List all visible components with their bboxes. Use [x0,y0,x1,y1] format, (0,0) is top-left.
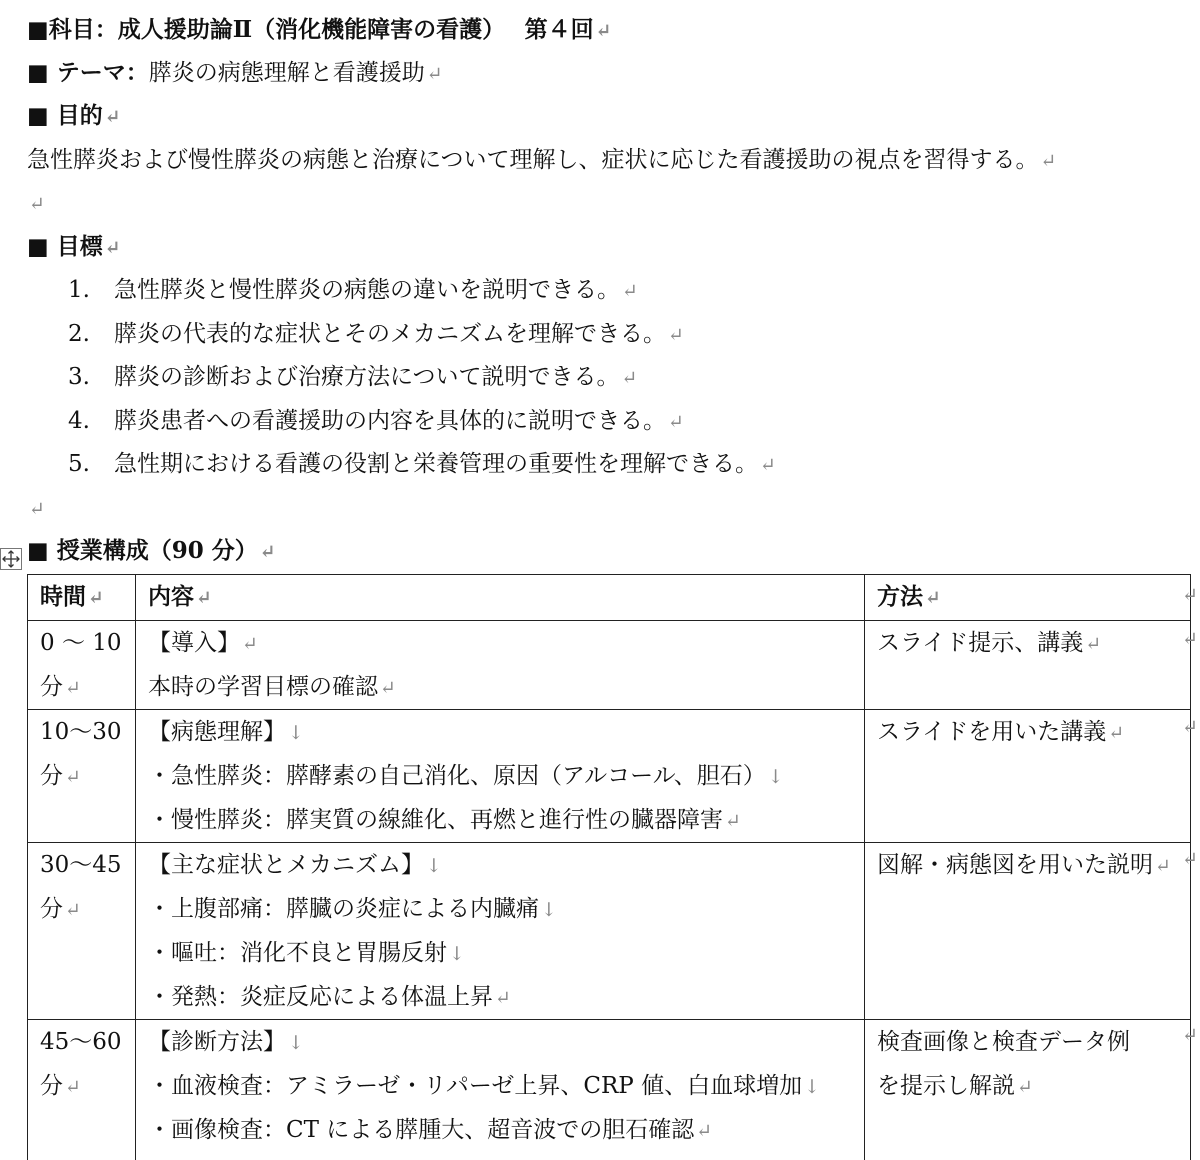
goal-number: 5. [68,451,90,477]
method-line [877,1020,1190,1064]
content-line [148,754,864,798]
goal-text: 急性期における看護の役割と栄養管理の重要性を理解できる。 [114,451,758,477]
method-text: を提示し解説 [877,1073,1015,1099]
goal-text: 膵炎の診断および治療方法について説明できる。 [114,364,620,390]
paragraph-mark-icon: ↵ [668,324,684,346]
row-end-mark-icon: ↵ [1182,716,1198,738]
goal-number: 1. [68,277,90,303]
theme-value: 膵炎の病態理解と看護援助 [148,60,425,86]
goal-item-5 [68,442,776,486]
goal-text: 急性膵炎と慢性膵炎の病態の違いを説明できる。 [114,277,620,303]
schedule-heading-text: ■ 授業構成（90 分） [27,537,258,564]
content-line [148,1020,864,1064]
time-range: 45～60 [40,1029,122,1055]
time-unit-text: 分 [40,896,63,922]
line-break-icon: ↓ [541,899,557,921]
header-cell-time [28,575,136,621]
paragraph-mark-icon: ↵ [242,633,258,655]
line-break-icon: ↓ [449,943,465,965]
goal-number: 4. [68,408,90,434]
method-cell [865,621,1191,710]
cell-mark-icon: ↵ [725,810,741,832]
method-text: 検査画像と検査データ例 [877,1029,1130,1055]
empty-paragraph [27,486,45,530]
cell-mark-icon: ↵ [925,587,941,609]
schedule-heading [27,529,276,573]
goal-item-1 [68,268,638,312]
line-break-icon: ↓ [804,1076,821,1098]
method-cell [865,843,1191,1020]
content-text: 本時の学習目標の確認 [148,674,378,700]
method-text: スライド提示、講義 [877,630,1084,656]
goal-item-4 [68,399,684,443]
time-unit [40,1064,135,1108]
cell-mark-icon: ↵ [65,677,81,699]
content-heading: 【診断方法】 [148,1029,286,1055]
content-line [148,710,864,754]
content-heading: 【病態理解】 [148,719,286,745]
time-range: 30～45 [40,852,122,878]
method-line [877,710,1190,754]
content-cell [136,621,865,710]
paragraph-mark-icon: ↵ [1040,150,1057,172]
goal-item-2 [68,312,684,356]
content-line [148,798,864,842]
table-row [28,843,1191,1020]
time-range: 0 ～ 10 [40,630,122,656]
table-row [28,621,1191,710]
paragraph-mark-icon: ↵ [621,367,638,389]
content-cell [136,1020,865,1160]
content-text: ・上腹部痛：膵臓の炎症による内臓痛 [148,896,539,922]
header-time-label: 時間 [40,583,86,610]
paragraph-mark-icon: ↵ [29,193,45,215]
purpose-text [27,138,1056,182]
method-cell [865,710,1191,843]
time-range: 10～30 [40,719,122,745]
time-unit [40,754,135,798]
goal-number: 2. [68,321,90,347]
header-cell-method [865,575,1191,621]
table-row [28,1020,1191,1160]
line-break-icon: ↓ [288,1032,304,1054]
paragraph-mark-icon: ↵ [595,20,612,42]
content-cell [136,843,865,1020]
theme-line [27,51,443,95]
row-end-mark-icon: ↵ [1182,628,1198,650]
cell-mark-icon: ↵ [65,766,81,788]
paragraph-mark-icon: ↵ [668,411,684,433]
content-line [148,931,864,975]
cell-mark-icon: ↵ [380,677,396,699]
cell-mark-icon: ↵ [696,1120,713,1142]
paragraph-mark-icon: ↵ [104,106,121,128]
method-text: 図解・病態図を用いた説明 [877,852,1153,878]
time-cell [28,710,136,843]
goal-text: 膵炎患者への看護援助の内容を具体的に説明できる。 [114,408,666,434]
purpose-heading [27,94,121,138]
line-break-icon: ↓ [288,722,304,744]
subject-title-text: ■科目：成人援助論Ⅱ（消化機能障害の看護） 第４回 [27,16,594,43]
table-header-row [28,575,1191,621]
table-row [28,710,1191,843]
cell-mark-icon: ↵ [65,899,81,921]
content-heading: 【導入】 [148,630,240,656]
content-text: ・嘔吐：消化不良と胃腸反射 [148,940,447,966]
line-break-icon: ↓ [426,855,442,877]
empty-paragraph [27,181,45,225]
header-method-label: 方法 [877,583,923,610]
time-unit-text: 分 [40,1073,63,1099]
goals-heading-text: ■ 目標 [27,233,103,260]
cell-mark-icon: ↵ [1108,722,1125,744]
theme-label: ■ テーマ： [27,59,149,86]
paragraph-mark-icon: ↵ [104,237,121,259]
cell-mark-icon: ↵ [88,587,104,609]
content-text: ・血液検査：アミラーゼ・リパーゼ上昇、CRP 値、白血球増加 [148,1073,803,1099]
method-cell [865,1020,1191,1160]
content-text: ・発熱：炎症反応による体温上昇 [148,984,493,1010]
goal-number: 3. [68,364,90,390]
table-move-handle-icon[interactable] [0,548,22,570]
move-arrows-icon [1,549,21,569]
cell-mark-icon: ↵ [495,987,511,1009]
content-line [148,1064,864,1108]
content-line [148,843,864,887]
cell-mark-icon: ↵ [1017,1076,1033,1098]
content-heading: 【主な症状とメカニズム】 [148,852,424,878]
content-line [148,887,864,931]
content-line [148,665,864,709]
content-line [148,621,864,665]
purpose-heading-text: ■ 目的 [27,102,103,129]
purpose-text-body: 急性膵炎および慢性膵炎の病態と治療について理解し、症状に応じた看護援助の視点を習得する。 [27,147,1039,173]
row-end-mark-icon: ↵ [1182,848,1198,870]
line-break-icon: ↓ [767,766,784,788]
content-text: ・急性膵炎：膵酵素の自己消化、原因（アルコール、胆石） [148,763,766,789]
time-cell [28,843,136,1020]
method-line [877,621,1190,665]
header-cell-content [136,575,865,621]
cell-mark-icon: ↵ [1155,855,1171,877]
method-line [877,1064,1190,1108]
content-cell [136,710,865,843]
time-unit-text: 分 [40,763,63,789]
content-line [148,975,864,1019]
header-content-label: 内容 [148,583,194,610]
cell-mark-icon: ↵ [65,1076,81,1098]
paragraph-mark-icon: ↵ [622,280,638,302]
content-line [148,1108,864,1152]
cell-mark-icon: ↵ [196,587,212,609]
row-end-mark-icon: ↵ [1182,584,1198,606]
time-cell [28,1020,136,1160]
paragraph-mark-icon: ↵ [259,541,276,563]
goal-item-3 [68,355,637,399]
time-unit-text: 分 [40,674,63,700]
content-text: ・画像検査：CT による膵腫大、超音波での胆石確認 [148,1117,695,1143]
time-cell [28,621,136,710]
paragraph-mark-icon: ↵ [760,454,776,476]
paragraph-mark-icon: ↵ [29,498,45,520]
method-text: スライドを用いた講義 [877,719,1107,745]
subject-title [27,8,612,52]
row-end-mark-icon: ↵ [1182,1024,1198,1046]
schedule-table [27,574,1191,1160]
time-unit [40,887,135,931]
time-unit [40,665,135,709]
content-text: ・慢性膵炎：膵実質の線維化、再燃と進行性の臓器障害 [148,807,723,833]
method-line [877,843,1190,887]
goal-text: 膵炎の代表的な症状とそのメカニズムを理解できる。 [114,321,666,347]
cell-mark-icon: ↵ [1085,633,1102,655]
paragraph-mark-icon: ↵ [426,63,443,85]
goals-heading [27,225,121,269]
